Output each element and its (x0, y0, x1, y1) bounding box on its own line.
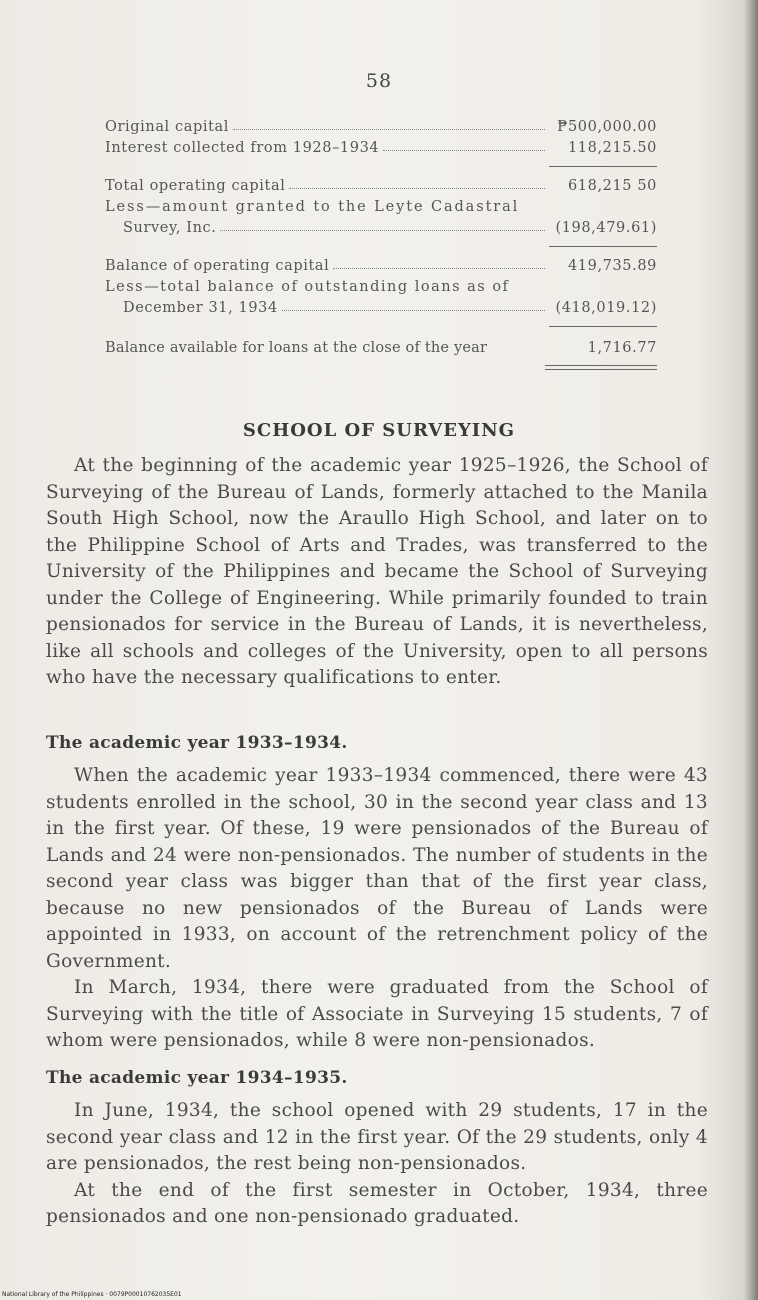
year-1934-text (46, 1098, 708, 1231)
dot-leader (233, 128, 545, 130)
ledger-row-balance-available (105, 335, 657, 356)
ledger-label: Less—amount granted to the Leyte Cadastral (105, 199, 520, 215)
ledger-label: Original capital (105, 119, 229, 135)
ledger-amount: 1,716.77 (587, 340, 657, 356)
heading-year-1934: The academic year 1934–1935. (46, 1068, 348, 1088)
ledger-row-less-loans-line1 (105, 274, 657, 295)
page-edge-shadow (744, 0, 758, 1300)
dot-leader (282, 309, 545, 311)
ledger-label: Total operating capital (105, 178, 286, 194)
year-1933-paragraph-1: When the academic year 1933–1934 commenced, there were 43 students enrolled in the school, 30 in the second year class and 13 in the first year. Of these, 19 were pensionados of the Bureau of Lands and 24 were non-pensionados. The number of students in the second year class was bigger than that of the first year class, because no new pensionados of the Bureau of Lands were appointed in 1933, on account of the retrenchment policy of the Government. (46, 765, 708, 972)
year-1933-text (46, 763, 708, 1055)
intro-paragraph: At the beginning of the academic year 1925–1926, the School of Surveying of the Bureau of Lands, formerly attached to the Manila South High School, now the Araullo High School, and later on to the Philippine School of Arts and Trades, was transferred to the University of the Philippines and became the School of Surveying under the College of Engineering. While primarily founded to train pensionados for service in the Bureau of Lands, it is nevertheless, like all schools and colleges of the University, open to all persons who have the necessary qualifications to enter. (46, 455, 708, 688)
dot-leader (333, 267, 545, 269)
ledger-row-less-granted-line1 (105, 194, 657, 215)
heading-year-1933: The academic year 1933–1934. (46, 733, 348, 753)
ledger-amount: (418,019.12) (555, 300, 657, 316)
ledger-row-less-loans-line2 (105, 295, 657, 316)
dot-leader (220, 229, 545, 231)
double-rule (545, 365, 657, 370)
ledger-row-interest (105, 135, 657, 156)
year-1934-paragraph-1: In June, 1934, the school opened with 29 students, 17 in the second year class and 12 in the first year. Of the 29 students, only 4 are pensionados, the rest being non-pensionados. (46, 1100, 708, 1174)
ledger-label: Interest collected from 1928–1934 (105, 140, 380, 156)
ledger-amount: ₱500,000.00 (557, 119, 657, 135)
ledger-row-original-capital (105, 114, 657, 135)
year-1934-paragraph-2: At the end of the first semester in October, 1934, three pensionados and one non-pensionado graduated. (46, 1179, 708, 1227)
library-footer: National Library of the Philippines · 0079P00010762035E01 (2, 1291, 182, 1298)
ledger-label: Balance of operating capital (105, 258, 330, 274)
ledger-amount: 618,215 50 (567, 178, 657, 194)
dot-leader (289, 187, 545, 189)
ledger-amount: 118,215.50 (567, 140, 657, 156)
ledger-label: Balance available for loans at the close of the year (105, 340, 488, 356)
ledger-label: Less—total balance of outstanding loans as of (105, 279, 510, 295)
ledger-label: Survey, Inc. (123, 220, 217, 236)
ledger-row-less-granted-line2 (105, 215, 657, 236)
ledger-amount: 419,735.89 (567, 258, 657, 274)
ledger-row-total-operating (105, 173, 657, 194)
ledger-row-balance-operating (105, 253, 657, 274)
capital-ledger (105, 114, 657, 370)
ledger-label: December 31, 1934 (123, 300, 278, 316)
page-number: 58 (365, 70, 393, 92)
section-heading: SCHOOL OF SURVEYING (242, 420, 516, 441)
year-1933-paragraph-2: In March, 1934, there were graduated from the School of Surveying with the title of Associate in Surveying 15 students, 7 of whom were pensionados, while 8 were non-pensionados. (46, 977, 708, 1051)
intro-text (46, 453, 708, 692)
dot-leader (383, 149, 545, 151)
ledger-amount: (198,479.61) (555, 220, 657, 236)
